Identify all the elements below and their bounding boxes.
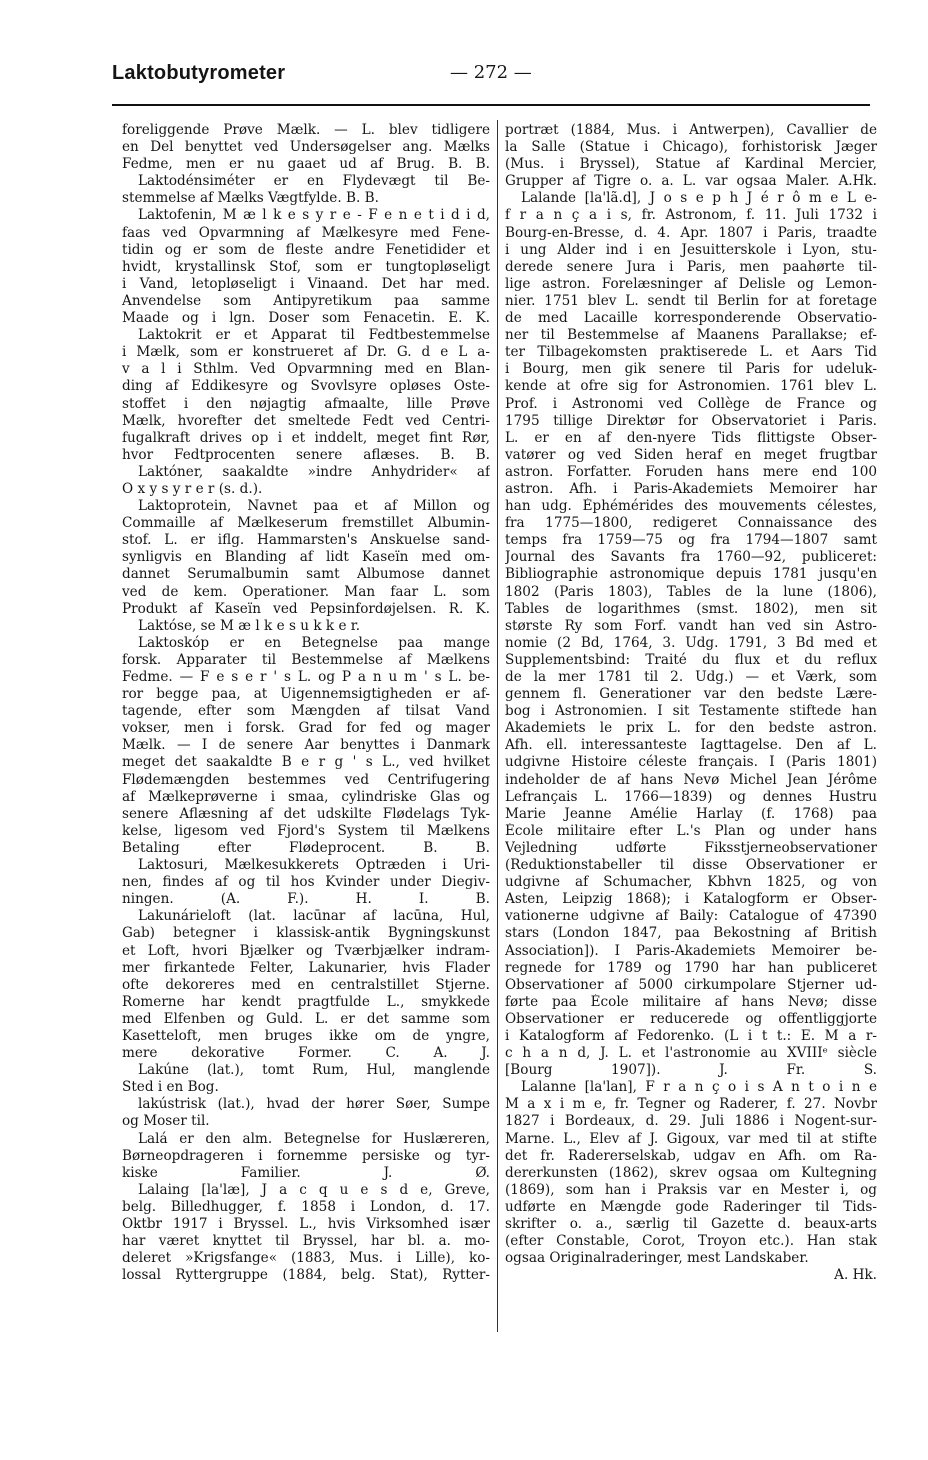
text-line: udgivne af Schumacher, Kbhvn 1825, og von	[505, 874, 877, 891]
text-line: (Reduktionstabeller til disse Observationer er	[505, 857, 877, 874]
text-line: Sted i en Bog.	[122, 1079, 219, 1096]
text-line: Lalande [la'lã.d], J o s e p h J é r ô m e L e-	[521, 190, 877, 207]
text-line: Betaling efter Flødeprocent. B. B.	[122, 839, 490, 856]
page-number: — 272 —	[450, 62, 532, 83]
text-line: A. Hk.	[834, 1267, 877, 1284]
text-line: regnede for 1789 og 1790 har han publiceret	[505, 959, 877, 976]
text-line: Lalá er den alm. Betegnelse for Huslæreren,	[138, 1130, 490, 1147]
text-line: la Salle (Statue i Chicago), forhistorisk Jæger	[505, 139, 877, 156]
column-divider	[497, 120, 498, 1332]
text-line: Kasetteloft, men bruges ikke om de yngre,	[122, 1027, 490, 1044]
text-line: senere Aflæsning af det udskilte Flødelags Tyk-	[122, 805, 490, 822]
text-line: hvidt, krystallinsk Stof, som er tungtopløseligt	[122, 258, 490, 275]
text-line: Laktosuri, Mælkesukkerets Optræden i Uri-	[138, 857, 490, 874]
text-line: Observationer af 5000 cirkumpolare Stjerner ud-	[505, 976, 877, 993]
text-line: Bibliographie astronomique depuis 1781 jusqu'en	[505, 566, 877, 583]
text-line: udgivne Histoire céleste français. I (Paris 1801)	[505, 754, 877, 771]
text-line: kiske Familier. J. Ø.	[122, 1164, 490, 1181]
text-line: Børneopdrageren i fornemme persiske og tyr-	[122, 1147, 490, 1164]
text-line: største Ry som Forf. vandt han ved sin Astro-	[505, 617, 877, 634]
text-line: foreliggende Prøve Mælk. — L. blev tidligere	[122, 122, 490, 138]
text-line: han udg. Éphémérides des mouvements célestes,	[505, 498, 877, 515]
text-line: vokser, men i forsk. Grad for fed og mager	[122, 720, 490, 737]
text-line: astron. Forfatter. Foruden hans mere end 100	[505, 463, 877, 480]
text-line: ogsaa Originalraderinger, mest Landskaber.	[505, 1250, 809, 1267]
text-line: de la mer 1781 til 2. Udg.) — et Værk, som	[505, 669, 877, 685]
text-line: lige astron. Forelæsninger af Delisle og Lemon-	[505, 275, 877, 292]
text-line: Lalaing [la'læ], J a c q u e s d e, Greve,	[138, 1181, 490, 1198]
text-line: førte paa École militaire af hans Nevø; disse	[505, 993, 877, 1010]
text-line: Observationer er reducerede og offentliggjorte	[505, 1010, 877, 1027]
text-line: Romerne har kendt pragtfulde L., smykkede	[122, 993, 490, 1010]
text-line: Grupper af Tigre o. a. L. var ogsaa Maler. A.Hk.	[505, 173, 877, 190]
text-line: dannet Serumalbumin samt Albumose dannet	[122, 566, 490, 583]
text-line: en Del benyttet ved Undersøgelser ang. Mælks	[122, 139, 490, 156]
text-line: et Loft, hvori Bjælker og Tværbjælker indram-	[122, 942, 490, 959]
text-line: Bourg-en-Bresse, d. 4. Apr. 1807 i Paris, traadte	[505, 224, 877, 241]
text-line: Oktbr 1917 i Bryssel. L., hvis Virksomhed især	[122, 1216, 490, 1232]
text-line: ningen. (A. F.). H. I. B.	[122, 891, 490, 908]
text-line: Journal des Savants fra 1760—92, publiceret:	[505, 549, 877, 566]
text-line: nen, findes af og til hos Kvinder under Diegiv-	[122, 874, 490, 891]
text-line: Marie Jeanne Amélie Harlay (f. 1768) paa	[505, 805, 877, 822]
text-line: Gab) betegner i klassisk-antik Bygningskunst	[122, 925, 490, 942]
text-line: i Katalogform af Fedorenko. (L i t t.: E. M a r-	[505, 1027, 877, 1044]
left-column	[122, 122, 490, 1284]
text-line: Maade og i lgn. Doser som Fenacetin. E. K.	[122, 310, 490, 327]
text-line: belg. Billedhugger, f. 1858 i London, d. 17.	[122, 1198, 490, 1215]
text-line: bog i Astronomien. I sit Testamente stiftede han	[505, 703, 877, 720]
text-line: 1827 i Bordeaux, d. 29. Juli 1886 i Nogent-sur-	[505, 1113, 877, 1130]
text-line: ner til Bestemmelse af Maanens Parallakse; ef-	[505, 327, 877, 344]
text-line: temps fra 1759—75 og fra 1794—1807 samt	[505, 532, 877, 549]
text-line: ding af Eddikesyre og Svovlsyre opløses Oste-	[122, 378, 490, 395]
text-line: Prof. i Astronomi ved Collège de France og	[505, 395, 877, 412]
text-line: f r a n ç a i s, fr. Astronom, f. 11. Juli 1732 i	[505, 207, 877, 224]
text-line: vationerne udgivne af Baily: Catalogue of 47390	[505, 908, 877, 925]
text-line: faas ved Opvarmning af Mælkesyre med Fene-	[122, 224, 490, 241]
text-line: lossal Ryttergruppe (1884, belg. Stat), Rytter-	[122, 1267, 490, 1284]
text-line: Flødemængden bestemmes ved Centrifugering	[122, 771, 490, 788]
text-line: 1795 tillige Direktør for Observatoriet i Paris.	[505, 412, 877, 429]
text-line: gennem fl. Generationer var den bedste Lære-	[505, 686, 877, 703]
text-line: med Elfenben og Guld. L. er det samme som	[122, 1010, 490, 1027]
text-line: Tables de logarithmes (smst. 1802), men sit	[505, 600, 877, 617]
text-line: astron. Afh. i Paris-Akademiets Memoirer har	[505, 480, 877, 497]
text-line: Supplementsbind: Traité du flux et du reflux	[505, 651, 877, 668]
text-line: Lalanne [la'lan], F r a n ç o i s A n t o i n e	[521, 1079, 877, 1096]
text-line: stars (London 1847, paa Bekostning af British	[505, 925, 877, 942]
text-line: forsk. Apparater til Bestemmelse af Mælkens	[122, 651, 490, 668]
text-line: Laktoprotein, Navnet paa et af Millon og	[138, 498, 490, 515]
text-line: [Bourg 1907]). J. Fr. S.	[505, 1062, 877, 1079]
text-line: Laktoskóp er en Betegnelse paa mange	[138, 634, 490, 651]
text-line: har været knyttet til Bryssel, har bl. a. mo-	[122, 1233, 490, 1250]
text-line: i Bourg, men gik senere til Paris for udeluk-	[505, 361, 877, 378]
text-line: (Mus. i Bryssel), Statue af Kardinal Mercier,	[505, 156, 877, 173]
text-line: lakústrisk (lat.), hvad der hører Søer, Sumpe	[138, 1096, 490, 1113]
text-line: 1802 (Paris 1803), Tables de la lune (1806),	[505, 583, 877, 600]
text-line: hvor Fedtprocenten senere aflæses. B. B.	[122, 446, 490, 463]
text-line: O x y s y r e r (s. d.).	[122, 480, 263, 497]
text-line: kelse, ligesom ved Fjord's System til Mælkens	[122, 822, 490, 839]
text-line: Lakunárieloft (lat. lacūnar af lacūna, Hul,	[138, 908, 490, 925]
text-line: i ung Alder ind i en Jesuitterskole i Lyon, stu-	[505, 241, 877, 258]
text-line: ved de kem. Operationer. Man faar L. som	[122, 583, 490, 600]
page-header	[100, 62, 870, 98]
text-line: Fedme. — F e s e r ' s L. og P a n u m ' s L. be-	[122, 669, 490, 685]
text-line: det fr. Radererselskab, udgav en Afh. om Ra-	[505, 1147, 877, 1164]
text-line: Marne. L., Elev af J. Gigoux, var med til at stifte	[505, 1130, 877, 1147]
text-line: af Mælkeprøverne i smaa, cylindriske Glas og	[122, 788, 490, 805]
text-line: i Mælk, som er konstrueret af Dr. G. d e L a-	[122, 344, 490, 361]
text-line: École militaire efter L.'s Plan og under hans	[505, 822, 877, 839]
text-line: Lefrançais L. 1766—1839) og dennes Hustru	[505, 788, 877, 805]
text-line: fra 1775—1800, redigeret Connaissance des	[505, 515, 877, 532]
running-headword: Laktobutyrometer	[112, 62, 286, 84]
text-line: meget det saakaldte B e r g ' s L., ved hvilket	[122, 754, 490, 771]
text-line: Laktokrit er et Apparat til Fedtbestemmelse	[138, 327, 490, 344]
text-line: de med Lacaille korresponderende Observatio-	[505, 310, 877, 327]
text-line: synligvis en Blanding af lidt Kaseïn med om-	[122, 549, 490, 566]
text-line: L. er en af den-nyere Tids flittigste Obser-	[505, 429, 877, 446]
text-line: Anvendelse som Antipyretikum paa samme	[122, 292, 490, 309]
text-line: indeholder de af hans Nevø Michel Jean Jérôme	[505, 771, 877, 788]
text-line: tagende, efter som Mængden af tilsat Vand	[122, 703, 490, 720]
text-line: i Vand, letopløseligt i Vinaand. Det har med.	[122, 275, 490, 292]
right-column	[505, 122, 877, 1284]
text-line: Lakúne (lat.), tomt Rum, Hul, manglende	[138, 1062, 490, 1079]
text-line: ter Tilbagekomsten praktiserede L. et Aars Tid	[505, 344, 877, 361]
text-line: Afh. ell. interessanteste Iagttagelse. Den af L.	[505, 737, 877, 754]
text-line: mere dekorative Former. C. A. J.	[122, 1045, 490, 1062]
text-line: (efter Constable, Corot, Troyon etc.). Han stak	[505, 1233, 877, 1250]
text-line: v a l i Sthlm. Ved Opvarmning med en Blan-	[122, 361, 490, 378]
text-line: Fedme, men er nu gaaet ud af Brug. B. B.	[122, 156, 490, 173]
text-line: c h a n d, J. L. et l'astronomie au XVIIIᵉ siècle	[505, 1045, 877, 1062]
text-line: skrifter o. a., særlig til Gazette d. beaux-arts	[505, 1216, 877, 1232]
text-line: stemmelse af Mælks Vægtfylde. B. B.	[122, 190, 379, 207]
text-line: Laktodénsiméter er en Flydevægt til Be-	[138, 173, 490, 190]
text-line: Association]). I Paris-Akademiets Memoirer be-	[505, 942, 877, 959]
text-line: portræt (1884, Mus. i Antwerpen), Cavallier de	[505, 122, 877, 138]
text-line: deleret »Krigsfange« (1883, Mus. i Lille), ko-	[122, 1250, 490, 1267]
text-line: fugalkraft drives op i et inddelt, meget fint Rør,	[122, 429, 490, 446]
text-line: Laktóner, saakaldte »indre Anhydrider« af	[138, 463, 490, 480]
text-line: stoffet i den nøjagtig afmaalte, lille Prøve	[122, 395, 490, 412]
text-line: kende at ofre sig for Astronomien. 1761 blev L.	[505, 378, 877, 395]
text-line: nomie (2 Bd, 1764, 3. Udg. 1791, 3 Bd med et	[505, 634, 877, 651]
text-line: vatører og ved Siden heraf en meget frugtbar	[505, 446, 877, 463]
text-line: stof. L. er iflg. Hammarsten's Anskuelse sand-	[122, 532, 490, 549]
text-line: ofte dekoreres med en centralstillet Stjerne.	[122, 976, 490, 993]
text-line: Mælk, hvorefter det smeltede Fedt ved Centri-	[122, 412, 490, 429]
text-line: M a x i m e, fr. Tegner og Raderer, f. 27. Novbr	[505, 1096, 877, 1113]
text-line: udførte en Mængde gode Raderinger til Tids-	[505, 1198, 877, 1215]
header-rule	[112, 104, 870, 106]
text-line: derede senere Jura i Paris, men paahørte til-	[505, 258, 877, 275]
text-line: (1869), som han i Praksis var en Mester i, og	[505, 1181, 877, 1198]
text-line: Asten, Leipzig 1868); i Katalogform er Obser-	[505, 891, 877, 908]
text-line: Commaille af Mælkeserum fremstillet Albumin-	[122, 515, 490, 532]
text-line: Vejledning udførte Fiksstjerneobservationer	[505, 839, 877, 856]
text-line: Akademiets le prix L. for den bedste astron.	[505, 720, 877, 737]
text-line: mer firkantede Felter, Lakunarier, hvis Flader	[122, 959, 490, 976]
text-line: dererkunsten (1862), skrev ogsaa om Kultegning	[505, 1164, 877, 1181]
text-line: Laktóse, se M æ l k e s u k k e r.	[138, 617, 361, 634]
text-line: Laktofenin, M æ l k e s y r e - F e n e t i d i d,	[138, 207, 490, 224]
text-line: tidin og er som de fleste andre Fenetidider et	[122, 241, 490, 258]
text-line: ror begge paa, at Uigennemsigtigheden er af-	[122, 686, 490, 703]
text-line: Mælk. — I de senere Aar benyttes i Danmark	[122, 737, 490, 754]
text-line: nier. 1751 blev L. sendt til Berlin for at foretage	[505, 292, 877, 309]
text-line: Produkt af Kaseïn ved Pepsinfordøjelsen. R. K.	[122, 600, 490, 617]
text-line: og Moser til.	[122, 1113, 210, 1130]
